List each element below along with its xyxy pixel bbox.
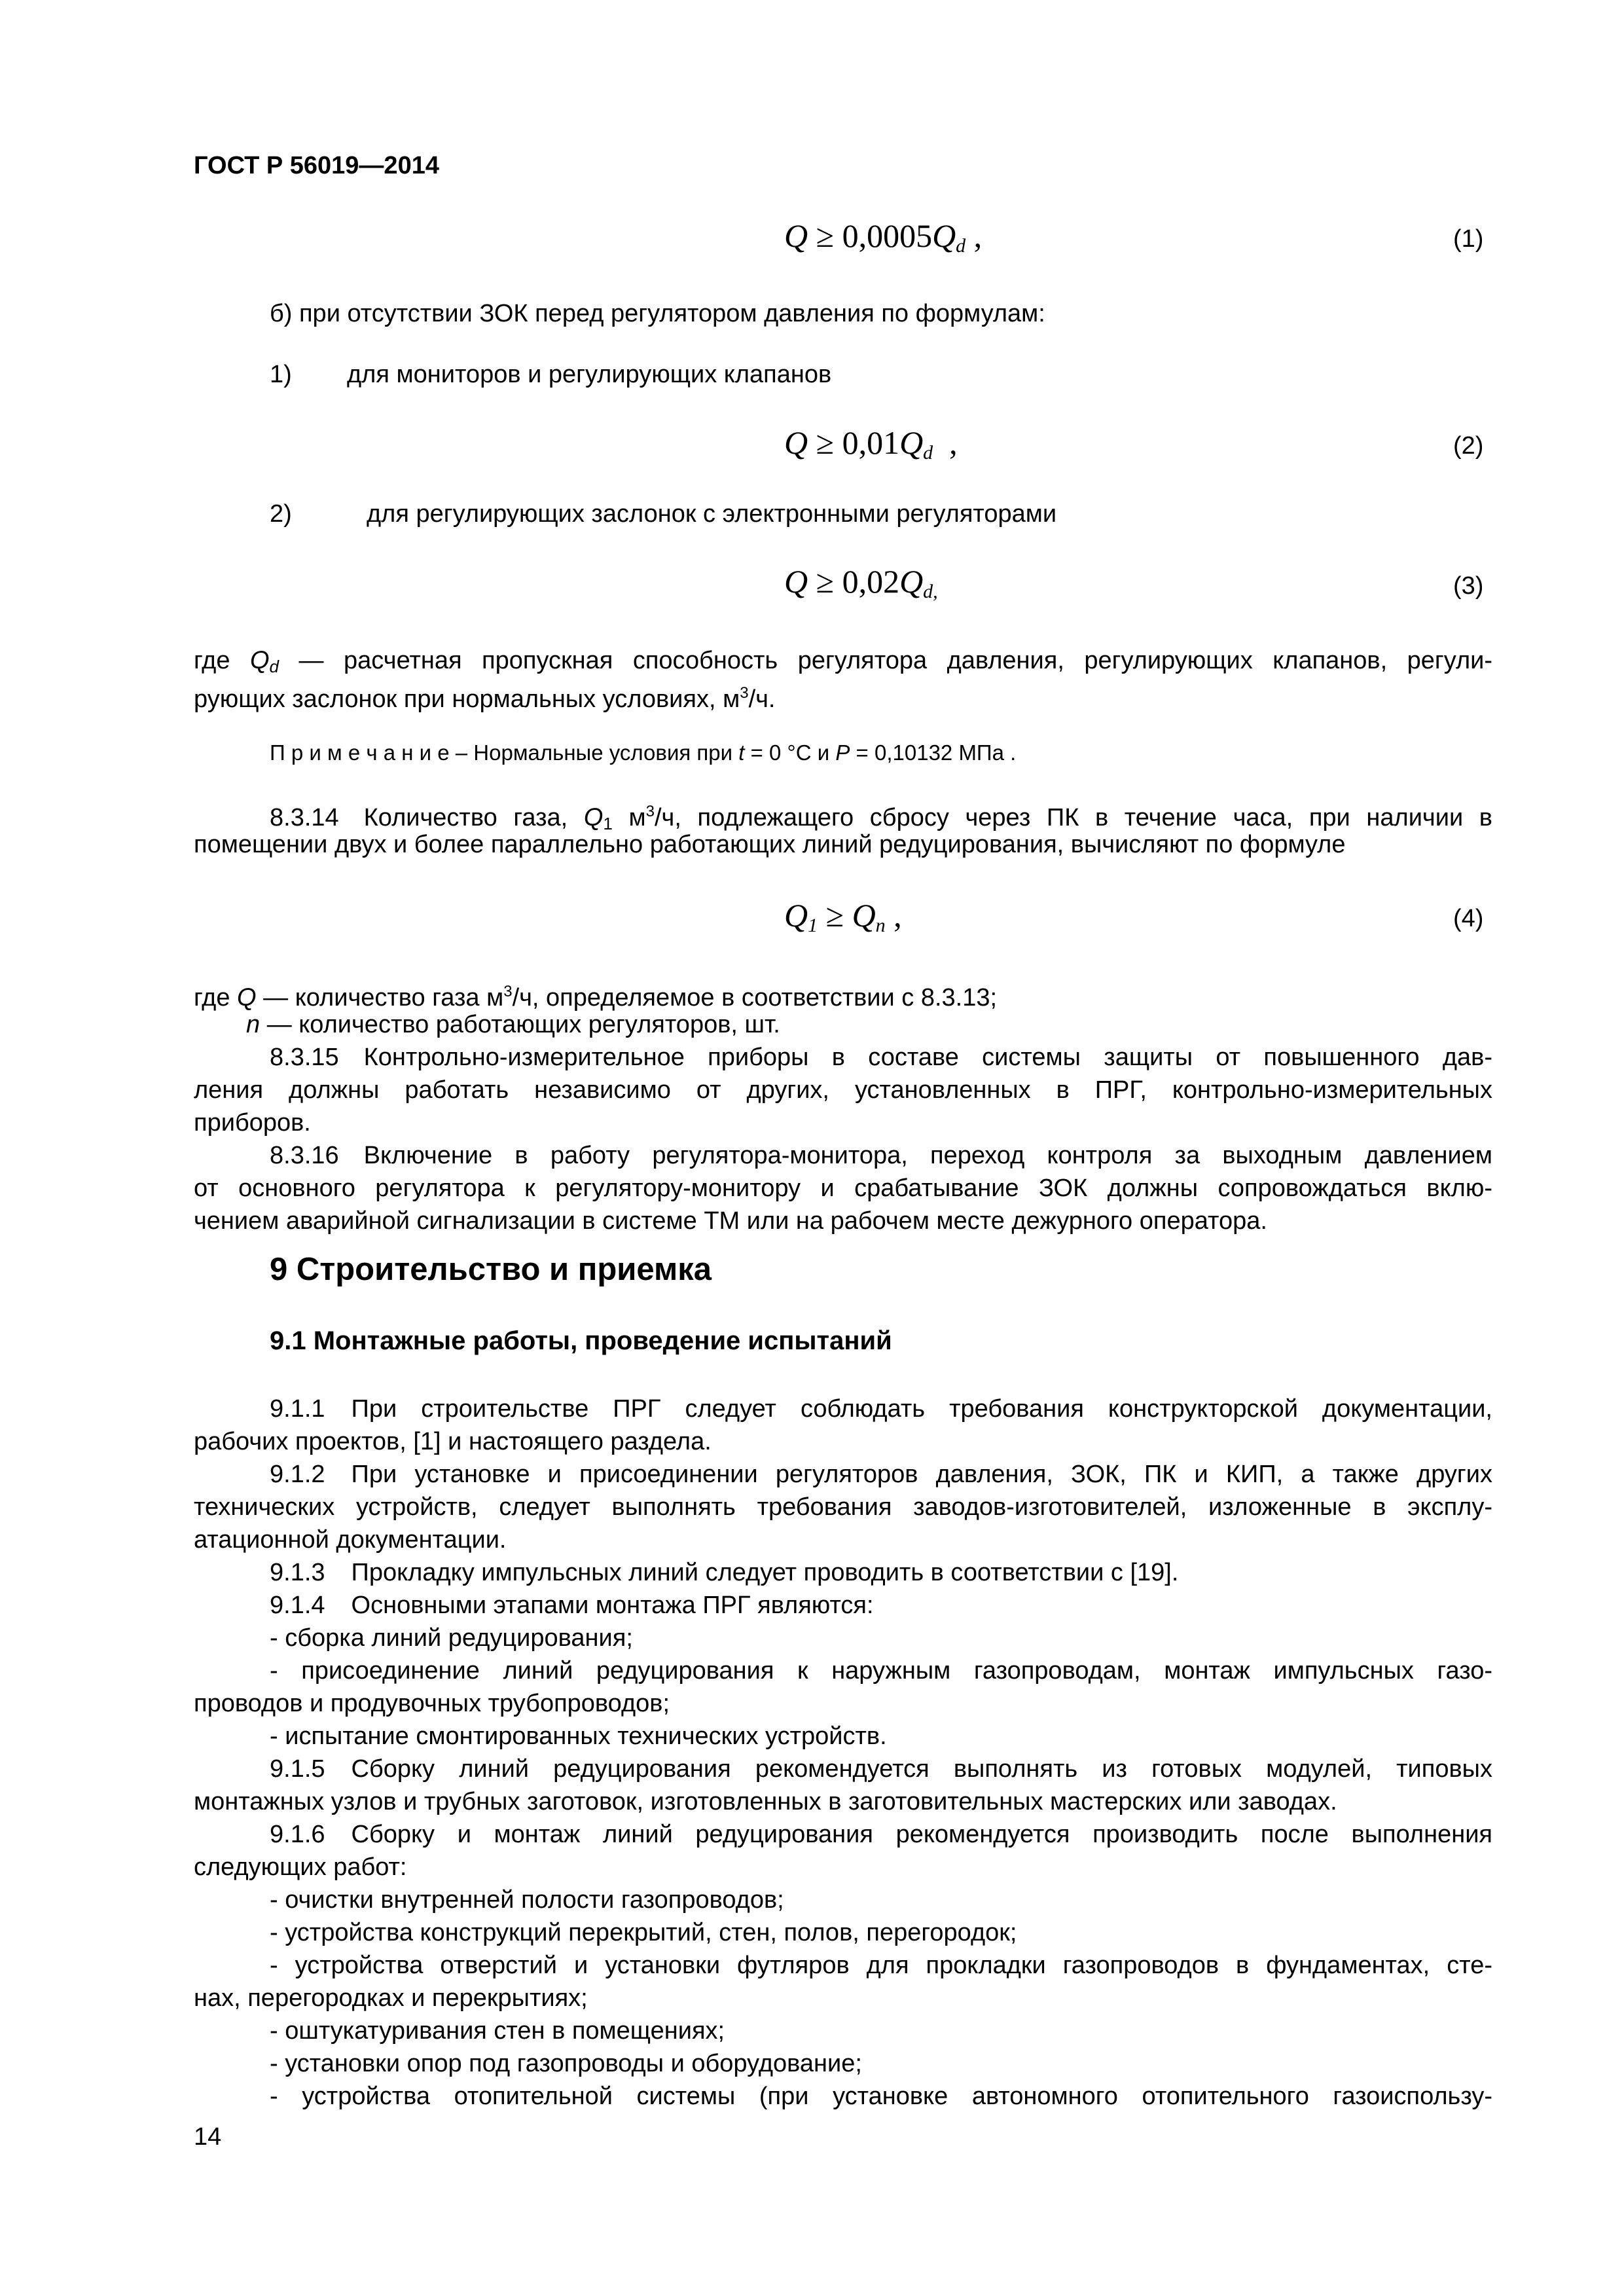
clause-9-1-4-bullet-3: - испытание смонтированных технических устройств. xyxy=(270,1722,887,1750)
clause-9-1-2-line-1: 9.1.2 При установке и присоединении регуляторов давления, ЗОК, ПК и КИП, а также других xyxy=(270,1461,1492,1488)
equation-number-4: (4) xyxy=(1453,905,1484,932)
clause-9-1-1-line-1: 9.1.1 При строительстве ПРГ следует соблюдать требования конструкторской документации, xyxy=(270,1395,1492,1423)
clause-9-1-2-line-3: атационной документации. xyxy=(194,1526,507,1554)
clause-9-1-6-bullet-4: - оштукатуривания стен в помещениях; xyxy=(270,2017,725,2045)
clause-9-1-6-line-1: 9.1.6 Сборку и монтаж линий редуцирования рекомендуется производить после выполнения xyxy=(270,1821,1492,1848)
list-item-1-number: 1) xyxy=(270,361,292,388)
clause-9-1-4-bullet-1: - сборка линий редуцирования; xyxy=(270,1624,633,1652)
document-header: ГОСТ Р 56019—2014 xyxy=(194,152,439,179)
clause-9-1-6-bullet-2: - устройства конструкций перекрытий, стен, полов, перегородок; xyxy=(270,1919,1017,1946)
clause-8-3-16-line-1: 8.3.16 Включение в работу регулятора-монитора, переход контроля за выходным давлением xyxy=(270,1142,1492,1169)
clause-8-3-15-line-1: 8.3.15 Контрольно-измерительное приборы в составе системы защиты от повышенного дав- xyxy=(270,1044,1492,1071)
clause-9-1-6-line-2: следующих работ: xyxy=(194,1853,407,1881)
list-item-2-number: 2) xyxy=(270,500,292,528)
equation-number-1: (1) xyxy=(1453,225,1484,253)
paragraph-b-intro: б) при отсутствии ЗОК перед регулятором давления по формулам: xyxy=(270,300,1045,327)
clause-8-3-15-line-3: приборов. xyxy=(194,1109,311,1137)
note: П р и м е ч а н и е – Нормальные условия при t = 0 °С и Р = 0,10132 МПа . xyxy=(270,740,1017,765)
definition-qd-line-1: где $Q_d$ — расчетная пропускная способность регулятора давления, регулирующих клапанов, регули- xyxy=(194,647,1492,676)
clause-9-1-5-line-1: 9.1.5 Сборку линий редуцирования рекомендуется выполнять из готовых модулей, типовых xyxy=(270,1755,1492,1783)
definition-qd-line-2: рующих заслонок при нормальных условиях, $м^3/ч$. xyxy=(194,684,776,713)
list-item-2-text: для регулирующих заслонок с электронными регуляторами xyxy=(367,500,1057,528)
formula-4: $Q_1 \ge Q_n$ , xyxy=(784,897,902,936)
clause-8-3-14-line-1: 8.3.14 Количество газа, $Q_1$ $м^3/ч$, подлежащего сбросу через ПК в течение часа, при наличии в xyxy=(270,803,1492,833)
clause-9-1-4-bullet-2-line-2: проводов и продувочных трубопроводов; xyxy=(194,1690,670,1717)
list-item-1-text: для мониторов и регулирующих клапанов xyxy=(347,361,832,388)
clause-8-3-14-line-2: помещении двух и более параллельно работающих линий редуцирования, вычисляют по формуле xyxy=(194,831,1346,858)
formula-2: $Q \ge 0,01Q_d$ , xyxy=(784,424,958,464)
formula-1: $Q \ge 0,0005Q_d$ , xyxy=(784,217,983,257)
page-number: 14 xyxy=(194,2123,222,2151)
clause-9-1-6-bullet-3-line-1: - устройства отверстий и установки футляров для прокладки газопроводов в фундаментах, сте- xyxy=(270,1952,1492,1979)
clause-9-1-5-line-2: монтажных узлов и трубных заготовок, изготовленных в заготовительных мастерских или заводах. xyxy=(194,1788,1337,1815)
clause-9-1-3: 9.1.3 Прокладку импульсных линий следует проводить в соответствии с [19]. xyxy=(270,1559,1179,1586)
clause-8-3-16-line-2: от основного регулятора к регулятору-монитору и срабатывание ЗОК должны сопровождаться вклю- xyxy=(194,1175,1492,1202)
clause-9-1-4-bullet-2-line-1: - присоединение линий редуцирования к наружным газопроводам, монтаж импульсных газо- xyxy=(270,1657,1492,1685)
clause-9-1-2-line-2: технических устройств, следует выполнять требования заводов-изготовителей, изложенные в эксплу- xyxy=(194,1493,1492,1521)
clause-9-1-6-bullet-3-line-2: нах, перегородках и перекрытиях; xyxy=(194,1984,588,2012)
equation-number-2: (2) xyxy=(1453,432,1484,460)
clause-9-1-6-bullet-1: - очистки внутренней полости газопроводов; xyxy=(270,1886,784,1914)
clause-9-1-6-bullet-5: - установки опор под газопроводы и оборудование; xyxy=(270,2050,862,2077)
clause-9-1-1-line-2: рабочих проектов, [1] и настоящего раздела. xyxy=(194,1428,712,1455)
clause-9-1-4: 9.1.4 Основными этапами монтажа ПРГ являются: xyxy=(270,1592,874,1619)
definition-q: где Q — количество газа $м^3/ч$, определяемое в соответствии с 8.3.13; xyxy=(194,983,998,1011)
clause-8-3-16-line-3: чением аварийной сигнализации в системе ТМ или на рабочем месте дежурного оператора. xyxy=(194,1207,1267,1235)
formula-3: $Q \ge 0,02Q_{d,}$ xyxy=(784,563,938,602)
section-9-heading: 9 Строительство и приемка xyxy=(270,1252,712,1287)
subsection-9-1-heading: 9.1 Монтажные работы, проведение испытаний xyxy=(270,1326,892,1355)
definition-n: n — количество работающих регуляторов, шт. xyxy=(246,1011,780,1038)
clause-9-1-6-bullet-6: - устройства отопительной системы (при установке автономного отопительного газоиспользу- xyxy=(270,2083,1492,2110)
equation-number-3: (3) xyxy=(1453,572,1484,600)
clause-8-3-15-line-2: ления должны работать независимо от других, установленных в ПРГ, контрольно-измерительных xyxy=(194,1076,1492,1104)
